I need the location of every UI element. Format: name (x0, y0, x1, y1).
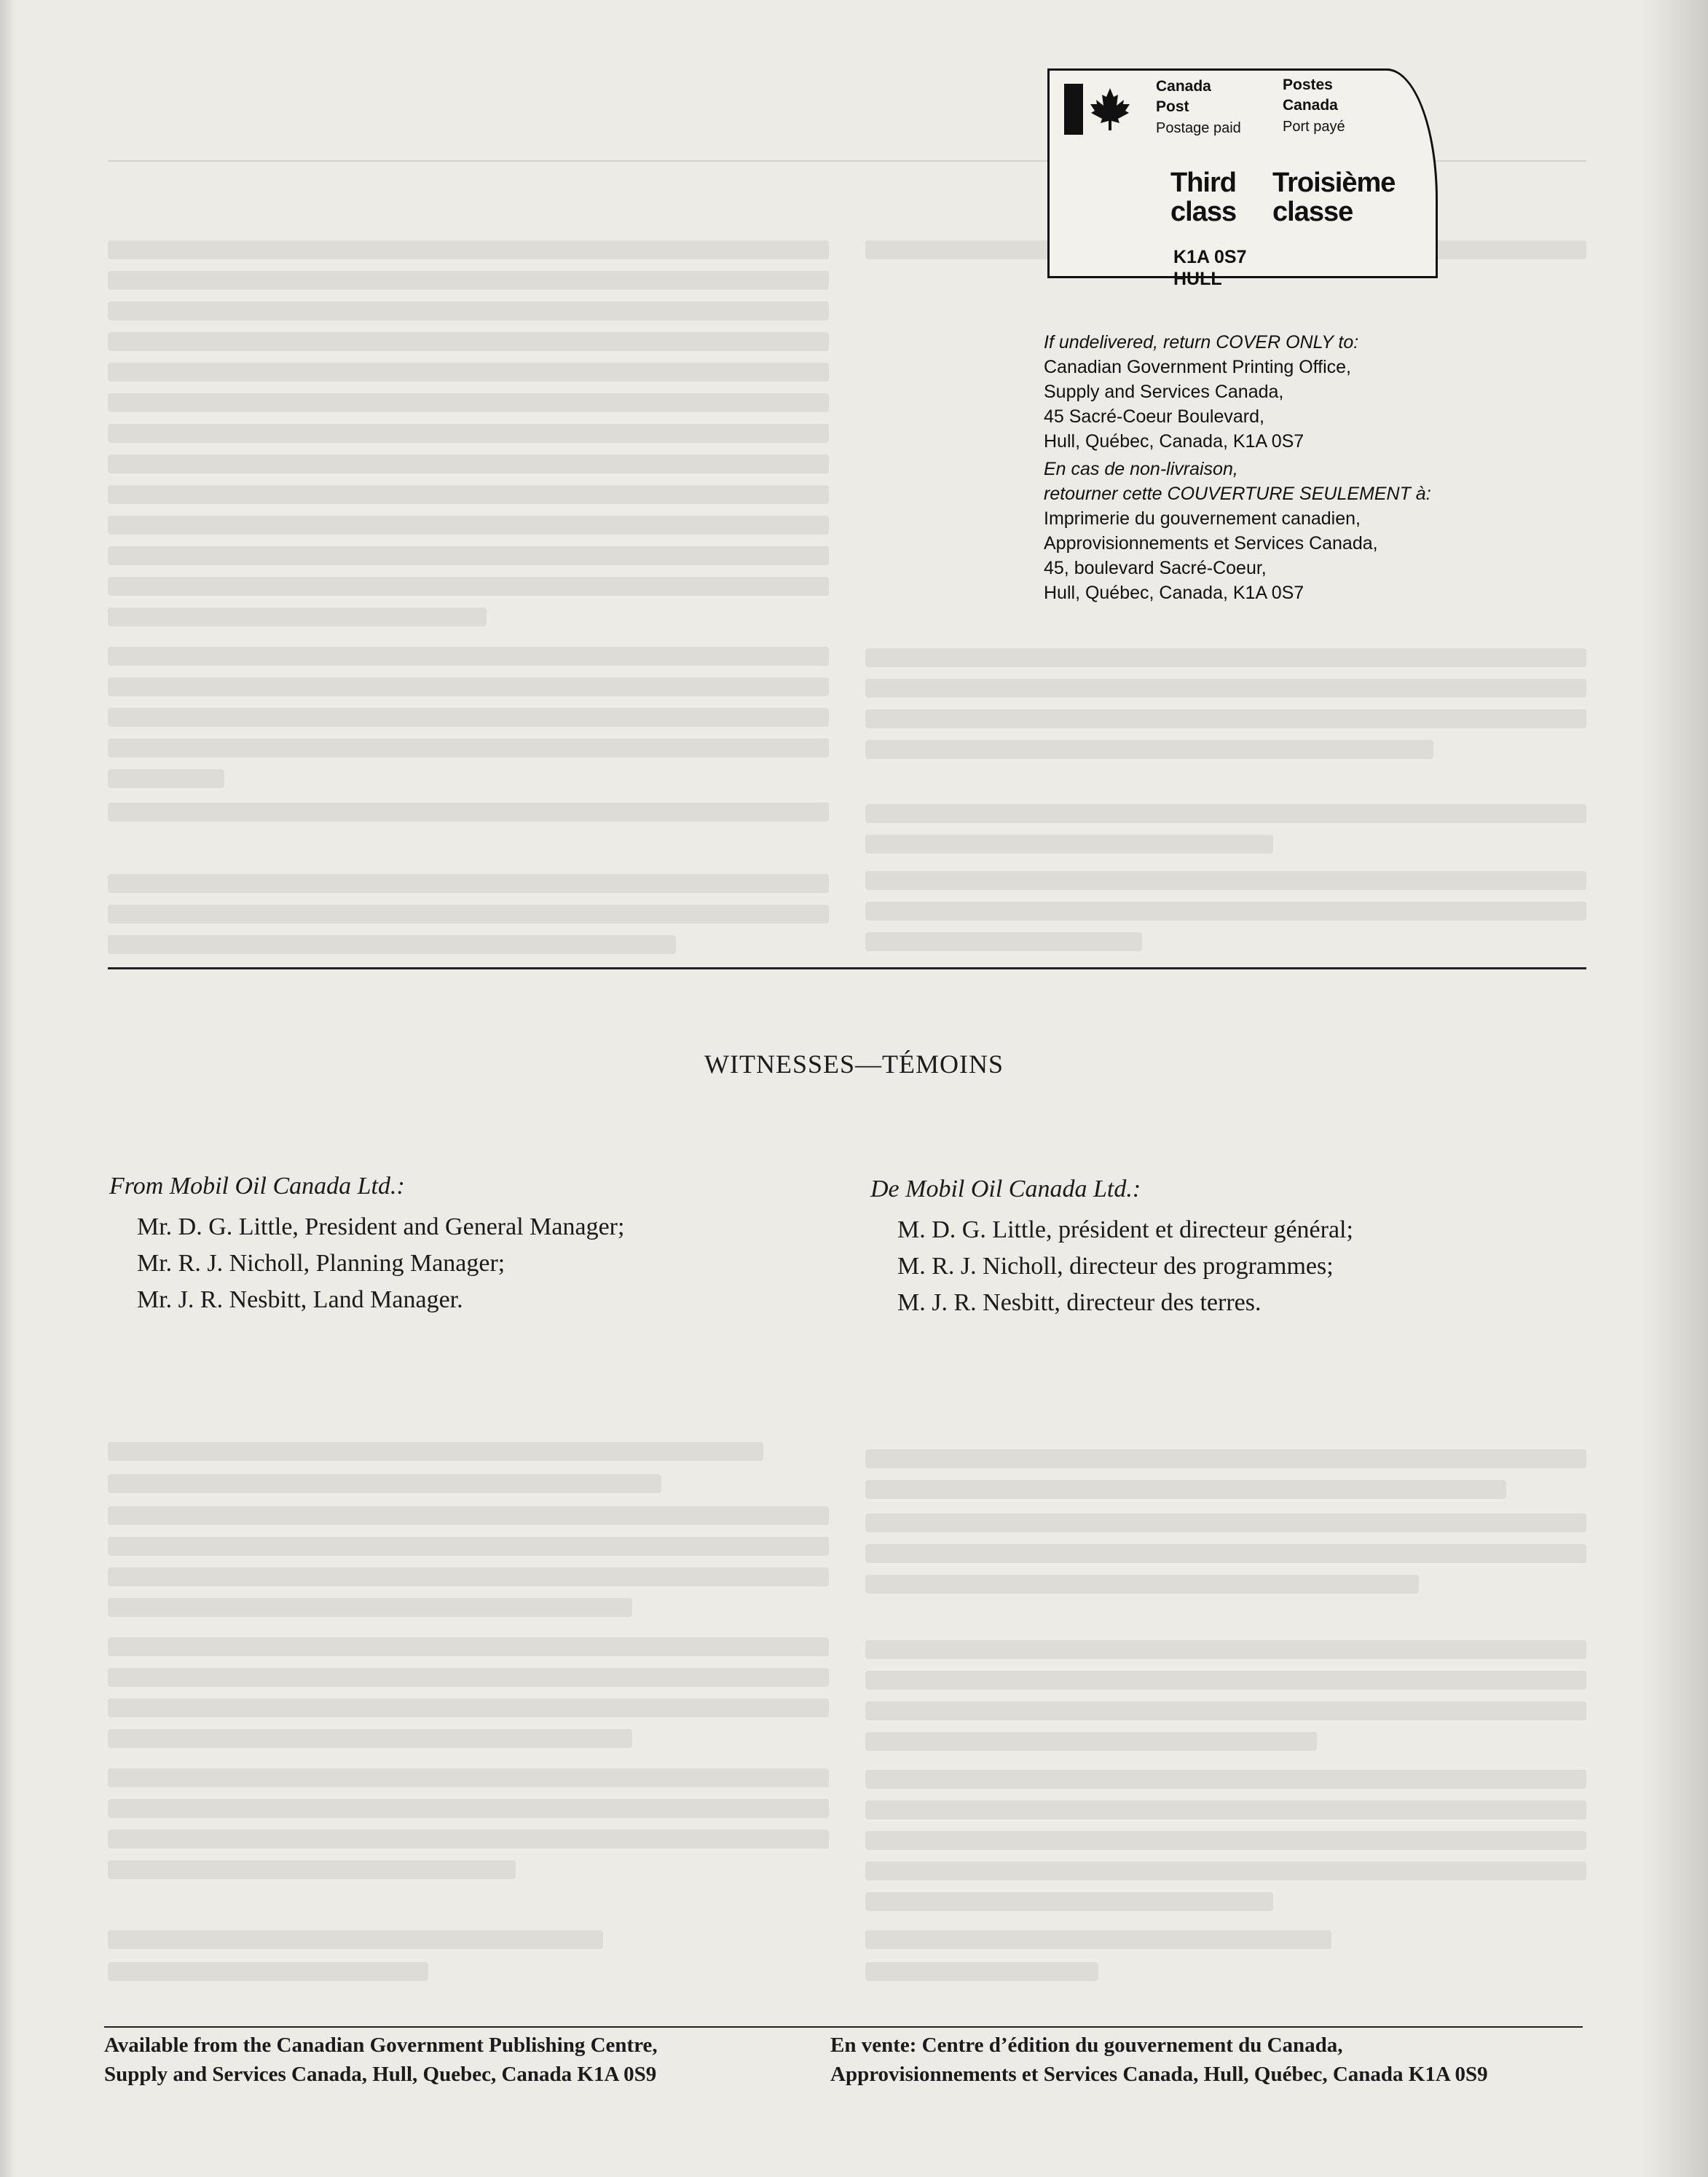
city-label: HULL (1173, 269, 1222, 289)
footer-fr-line: En vente: Centre d’édition du gouvernement du Canada, (830, 2034, 1343, 2057)
witness-item: M. D. G. Little, président et directeur général; (897, 1216, 1353, 1243)
return-address-line: Imprimerie du gouvernement canadien, (1044, 508, 1361, 529)
footer-rule (104, 2026, 1583, 2028)
witness-item: M. R. J. Nicholl, directeur des programmes; (897, 1253, 1334, 1280)
footer-fr-line: Approvisionnements et Services Canada, Hull, Québec, Canada K1A 0S9 (830, 2063, 1488, 2086)
postal-indicia-box (1047, 68, 1438, 289)
postage-paid-label: Postage paid (1156, 120, 1241, 136)
postal-code: K1A 0S7 (1173, 247, 1247, 267)
page-edge-right (1642, 0, 1708, 2177)
canada-label: Canada (1156, 78, 1211, 95)
return-address-line: 45 Sacré-Coeur Boulevard, (1044, 406, 1264, 427)
witness-item: Mr. R. J. Nicholl, Planning Manager; (137, 1250, 505, 1277)
page-edge-left (0, 0, 16, 2177)
return-instruction-fr: En cas de non-livraison, (1044, 459, 1238, 479)
troisieme-label: Troisième (1272, 168, 1396, 198)
return-address-line: 45, boulevard Sacré-Coeur, (1044, 558, 1267, 578)
witness-item: Mr. D. G. Little, President and General Manager; (137, 1213, 625, 1240)
return-address-line: Hull, Québec, Canada, K1A 0S7 (1044, 583, 1304, 603)
footer-en-line: Supply and Services Canada, Hull, Quebec, Canada K1A 0S9 (104, 2063, 657, 2086)
return-address-line: Approvisionnements et Services Canada, (1044, 533, 1378, 554)
witnesses-title: WITNESSES—TÉMOINS (704, 1050, 1004, 1079)
classe-label: classe (1272, 197, 1353, 227)
footer-en (104, 2031, 658, 2089)
canada-fr-label: Canada (1283, 97, 1338, 114)
class-label: class (1170, 197, 1237, 227)
witness-item: Mr. J. R. Nesbitt, Land Manager. (137, 1286, 463, 1313)
postes-label: Postes (1283, 76, 1333, 93)
witnesses-heading-fr: De Mobil Oil Canada Ltd.: (870, 1176, 1141, 1202)
return-instruction-en: If undelivered, return COVER ONLY to: (1044, 332, 1359, 353)
witness-item: M. J. R. Nesbitt, directeur des terres. (897, 1289, 1262, 1316)
third-label: Third (1170, 168, 1236, 198)
footer-en-line: Available from the Canadian Government Publishing Centre, (104, 2034, 658, 2057)
post-label: Post (1156, 98, 1189, 115)
port-paye-label: Port payé (1283, 119, 1345, 135)
return-address-line: Supply and Services Canada, (1044, 382, 1284, 402)
footer-fr (830, 2031, 1488, 2089)
maple-leaf-icon (1089, 87, 1131, 132)
divider-rule (108, 967, 1586, 969)
return-address-line: Canadian Government Printing Office, (1044, 357, 1351, 377)
witnesses-heading-en: From Mobil Oil Canada Ltd.: (109, 1173, 405, 1200)
canada-post-logo (1064, 84, 1131, 135)
return-address-line: Hull, Québec, Canada, K1A 0S7 (1044, 431, 1304, 452)
return-instruction-fr: retourner cette COUVERTURE SEULEMENT à: (1044, 484, 1431, 504)
